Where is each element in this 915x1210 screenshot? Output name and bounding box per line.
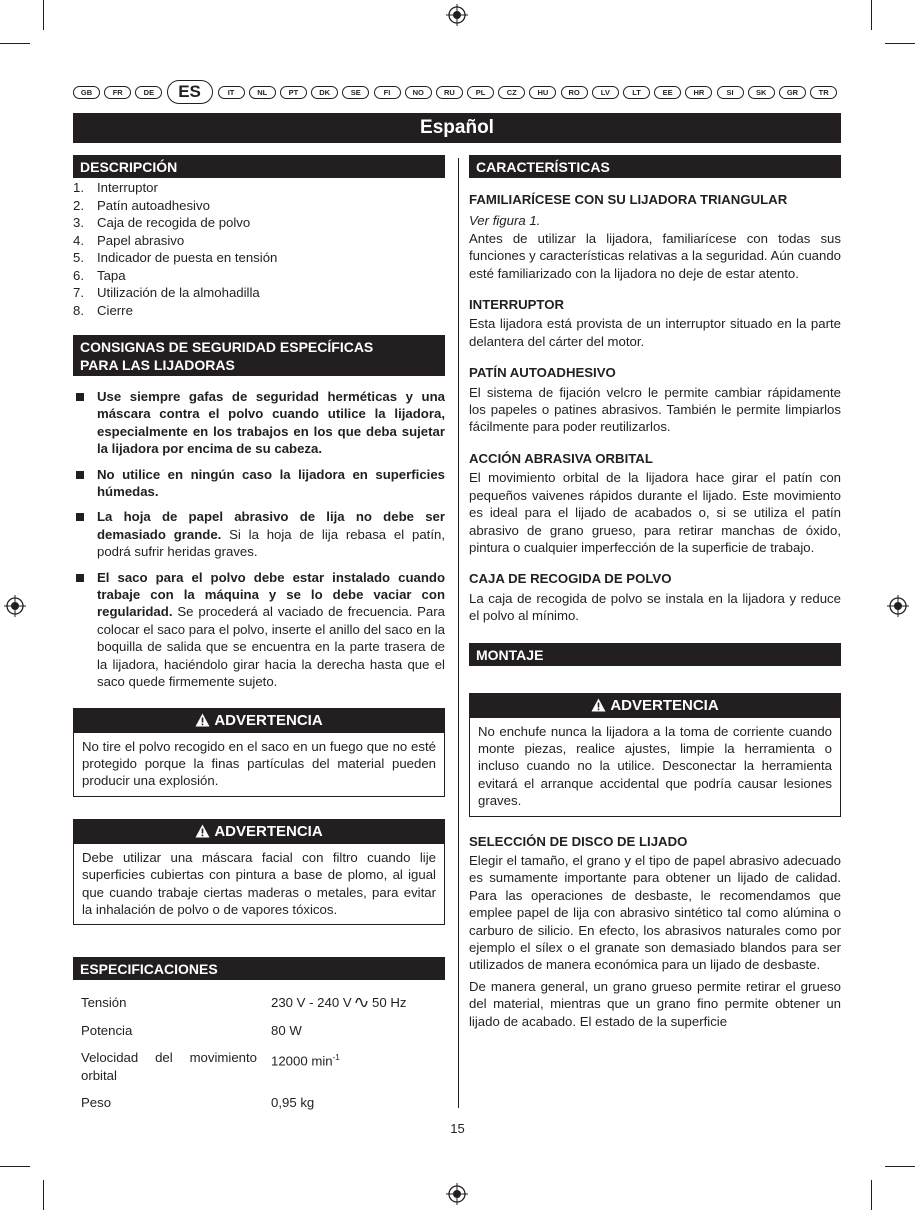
language-pill-ro: RO: [561, 86, 588, 99]
registration-mark-icon: [887, 595, 909, 617]
registration-mark-icon: [4, 595, 26, 617]
caracteristicas-heading: CARACTERÍSTICAS: [469, 155, 841, 178]
item-label: Papel abrasivo: [97, 232, 185, 248]
feature-block: [469, 833, 841, 1030]
language-pill-gb: GB: [73, 86, 100, 99]
especificaciones-heading: ESPECIFICACIONES: [73, 957, 445, 980]
list-item: [73, 249, 445, 267]
item-label: Caja de recogida de polvo: [97, 215, 251, 230]
language-pill-it: IT: [218, 86, 245, 99]
feature-text: Esta lijadora está provista de un interruptor situado en la parte delantera del cárter del motor.: [469, 316, 841, 349]
language-pill-tr: TR: [810, 86, 837, 99]
language-selector: [73, 80, 843, 104]
item-label: Patín autoadhesivo: [97, 197, 210, 213]
safety-list: [73, 388, 445, 691]
item-label: Tapa: [97, 267, 126, 283]
warning-text: Debe utilizar una máscara facial con filtro cuando lije superficies cubiertas con pintura a base de plomo, al igual que cuando trabaje ciertas maderas o metales, para evitar la inhalación de polvo o de vapores tóxicos.: [82, 849, 436, 917]
safety-bold: No utilice en ningún caso la lijadora en superficies húmedas.: [97, 466, 445, 500]
warning-text: No enchufe nunca la lijadora a la toma de corriente cuando monte piezas, realice ajustes, limpie la herramienta o incluso cuando no la utilice. Desconectar la herramienta evitará el arranque accidental que podría causar lesiones graves.: [478, 723, 832, 809]
spec-value: 80 W: [271, 1022, 302, 1038]
figure-reference: Ver figura 1.: [469, 213, 541, 229]
crop-mark: [871, 0, 872, 30]
spec-value-text: 230 V - 240 V: [271, 995, 352, 1011]
language-pill-pt: PT: [280, 86, 307, 99]
list-item: [73, 179, 445, 197]
item-number: 7.: [73, 285, 84, 300]
crop-mark: [0, 1166, 30, 1167]
item-label: Cierre: [97, 302, 133, 318]
square-bullet-icon: [76, 574, 84, 582]
square-bullet-icon: [76, 471, 84, 479]
list-item: [73, 302, 445, 320]
spec-value-text: 50 Hz: [372, 995, 407, 1011]
safety-item: [73, 508, 445, 560]
item-number: 4.: [73, 232, 84, 248]
square-bullet-icon: [76, 393, 84, 401]
language-pill-lv: LV: [592, 86, 619, 99]
item-number: 2.: [73, 197, 84, 213]
warning-text: No tire el polvo recogido en el saco en un fuego que no esté protegido porque la finas partículas del material pueden producir una explosión.: [82, 738, 436, 789]
list-item: [73, 214, 445, 232]
language-title: Español: [73, 113, 841, 143]
feature-title: PATÍN AUTOADHESIVO: [469, 365, 616, 381]
safety-bold: La hoja de papel abrasivo de lija no debe ser demasiado grande.: [97, 509, 445, 542]
consignas-heading: [73, 335, 445, 376]
crop-mark: [885, 1166, 915, 1167]
spec-value-text: 12000 min: [271, 1053, 333, 1069]
feature-block: [469, 450, 841, 556]
warning-title: ADVERTENCIA: [214, 711, 323, 729]
feature-title: FAMILIARÍCESE CON SU LIJADORA TRIANGULAR: [469, 192, 788, 207]
language-pill-es: ES: [167, 80, 213, 104]
warning-heading: [74, 709, 444, 733]
spec-label: Peso: [81, 1094, 112, 1110]
safety-bold: Use siempre gafas de seguridad herméticas y una máscara contra el polvo cuando utilice la lijadora, especialmente en los trabajos en los que deba sujetar la lijadora por encima de su cabeza.: [97, 389, 445, 457]
warning-title: ADVERTENCIA: [214, 822, 323, 840]
item-label: Utilización de la almohadilla: [97, 285, 260, 300]
item-number: 8.: [73, 302, 84, 318]
montaje-heading: MONTAJE: [469, 643, 841, 666]
safety-bold: El saco para el polvo debe estar instalado cuando trabaje con la máquina y se lo debe vaciar con regularidad.: [97, 569, 445, 620]
spec-table: [73, 994, 445, 1121]
spec-value: [271, 1049, 453, 1084]
crop-mark: [0, 43, 30, 44]
registration-mark-icon: [446, 4, 468, 26]
language-pill-fr: FR: [104, 86, 131, 99]
item-number: 6.: [73, 267, 84, 283]
language-pill-si: SI: [717, 86, 744, 99]
language-pill-dk: DK: [311, 86, 338, 99]
warning-box: [73, 708, 445, 797]
crop-mark: [871, 1180, 872, 1210]
safety-text: Se procederá al vaciado de frecuencia. Para colocar el saco para el polvo, inserte el anillo del saco en la boquilla de salida que se encuentra en la parte trasera de la lijadora, haciéndolo girar hacia la derecha hasta que el saco quede firmemente sujeto.: [97, 604, 445, 690]
language-pill-fi: FI: [374, 86, 401, 99]
safety-text: Si la hoja de lija rebasa el patín, podrá sufrir heridas graves.: [97, 526, 445, 560]
heading-line: PARA LAS LIJADORAS: [80, 357, 235, 373]
registration-mark-icon: [446, 1183, 468, 1205]
left-column: [73, 155, 445, 1121]
item-label: Indicador de puesta en tensión: [97, 250, 278, 265]
warning-triangle-icon: [195, 713, 210, 727]
feature-text: El sistema de fijación velcro le permite cambiar rápidamente los papeles o patines abrasivos. También le permite limpiarlos fácilmente para poder reutilizarlos.: [469, 384, 841, 435]
list-item: [73, 284, 445, 302]
description-list: [73, 179, 445, 319]
list-item: [73, 267, 445, 285]
safety-item: [73, 388, 445, 458]
feature-block: [469, 364, 841, 436]
spec-label: Tensión: [81, 995, 127, 1011]
superscript: -1: [332, 1053, 340, 1063]
crop-mark: [885, 43, 915, 44]
warning-triangle-icon: [195, 824, 210, 838]
spec-label: Velocidad del movimiento orbital: [81, 1050, 257, 1083]
feature-block: [469, 296, 841, 350]
warning-triangle-icon: [591, 698, 606, 712]
spec-value: [271, 994, 453, 1011]
language-pill-se: SE: [342, 86, 369, 99]
language-pill-hu: HU: [529, 86, 556, 99]
item-number: 5.: [73, 250, 84, 265]
heading-line: CONSIGNAS DE SEGURIDAD ESPECÍFICAS: [80, 339, 374, 355]
language-pill-cz: CZ: [498, 86, 525, 99]
page-number: 15: [450, 1121, 465, 1136]
list-item: [73, 232, 445, 250]
language-pill-sk: SK: [748, 86, 775, 99]
ac-wave-icon: [355, 998, 368, 1007]
safety-item: [73, 569, 445, 691]
language-pill-hr: HR: [685, 86, 712, 99]
language-pill-nl: NL: [249, 86, 276, 99]
square-bullet-icon: [76, 513, 84, 521]
warning-box: [73, 819, 445, 926]
language-pill-lt: LT: [623, 86, 650, 99]
language-pill-ru: RU: [436, 86, 463, 99]
column-divider: [458, 158, 459, 1108]
right-column: [469, 155, 841, 1030]
warning-box: [469, 693, 841, 817]
feature-title: SELECCIÓN DE DISCO DE LIJADO: [469, 833, 688, 849]
warning-heading: [470, 694, 840, 718]
language-pill-de: DE: [135, 86, 162, 99]
language-pill-pl: PL: [467, 86, 494, 99]
item-number: 3.: [73, 215, 84, 230]
feature-block: [469, 191, 841, 282]
crop-mark: [43, 0, 44, 30]
language-pill-no: NO: [405, 86, 432, 99]
feature-text: Antes de utilizar la lijadora, familiarícese con todas sus funciones y características relativas a la seguridad. Aún cuando esté familiarizado con la lijadora no deje de estar atento.: [469, 230, 841, 281]
item-label: Interruptor: [97, 180, 158, 195]
feature-title: ACCIÓN ABRASIVA ORBITAL: [469, 450, 653, 466]
descripcion-heading: DESCRIPCIÓN: [73, 155, 445, 178]
feature-block: [469, 570, 841, 624]
warning-title: ADVERTENCIA: [610, 696, 719, 714]
crop-mark: [43, 1180, 44, 1210]
spec-label: Potencia: [81, 1022, 133, 1038]
language-pill-ee: EE: [654, 86, 681, 99]
warning-heading: [74, 820, 444, 844]
feature-title: CAJA DE RECOGIDA DE POLVO: [469, 571, 672, 587]
feature-text: Elegir el tamaño, el grano y el tipo de papel abrasivo adecuado es sumamente importante para obtener un lijado de calidad. Para las operaciones de desbaste, le recomendamos que emplee papel de lija con abrasivo sintético tal como alúmina o carburo de silicio. En efecto, los abrasivos naturales como por ejemplo el sílex o el granate son demasiado blandos para ser utilizados de manera económica para un lijado de desbaste.: [469, 852, 841, 973]
list-item: [73, 197, 445, 215]
feature-title: INTERRUPTOR: [469, 297, 565, 313]
safety-item: [73, 466, 445, 501]
feature-text: De manera general, un grano grueso permite retirar el grueso del material, mientras que un grano fino permite obtener un lijado de acabado. El estado de la superficie: [469, 978, 841, 1029]
spec-value: 0,95 kg: [271, 1094, 315, 1110]
item-number: 1.: [73, 180, 84, 195]
feature-text: El movimiento orbital de la lijadora hace girar el patín con pequeños vaivenes rápidos durante el lijado. Este movimiento es ideal para el lijado de acabados o, si se utiliza el patín abrasivo de grano grueso, para retirar manchas de óxido, pintura o cualquier imperfección de la superficie de trabajo.: [469, 470, 841, 555]
language-pill-gr: GR: [779, 86, 806, 99]
feature-text: La caja de recogida de polvo se instala en la lijadora y reduce el polvo al mínimo.: [469, 590, 841, 624]
